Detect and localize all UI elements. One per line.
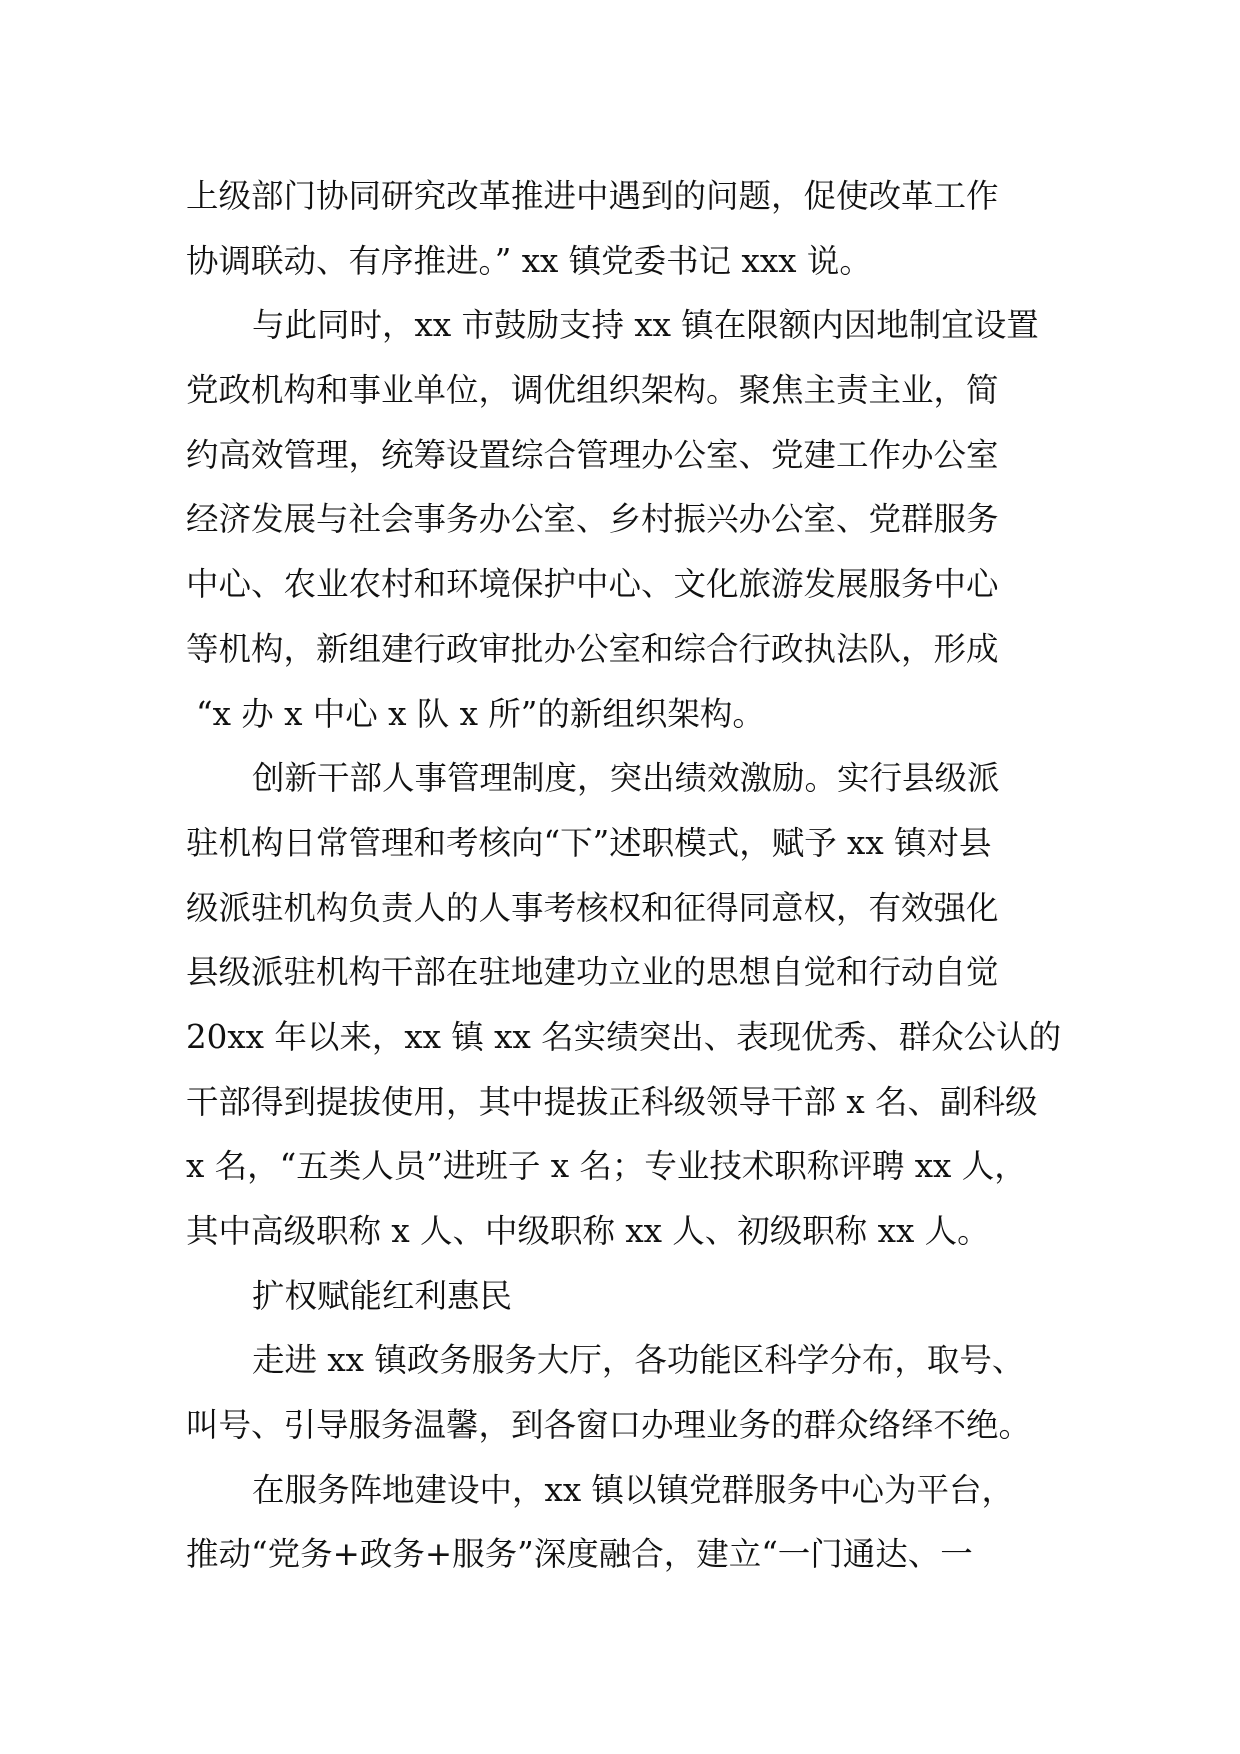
paragraph-start-line: 创新干部人事管理制度，突出绩效激励。实行县级派	[252, 759, 1000, 798]
text-line: 等机构，新组建行政审批办公室和综合行政执法队，形成	[186, 629, 999, 668]
text-line: 县级派驻机构干部在驻地建功立业的思想自觉和行动自觉	[186, 953, 999, 992]
text-line: 干部得到提拔使用，其中提拔正科级领导干部 x 名、副科级	[186, 1082, 1038, 1121]
text-line: 协调联动、有序推进。” xx 镇党委书记 xxx 说。	[186, 241, 872, 280]
text-line: 中心、农业农村和环境保护中心、文化旅游发展服务中心	[186, 565, 999, 604]
text-line: 党政机构和事业单位，调优组织架构。聚焦主责主业，简	[186, 371, 999, 410]
paragraph-start-line: 走进 xx 镇政务服务大厅，各功能区科学分布，取号、	[252, 1341, 1025, 1380]
text-line: 约高效管理，统筹设置综合管理办公室、党建工作办公室	[186, 435, 999, 474]
paragraph-start-line: 在服务阵地建设中，xx 镇以镇党群服务中心为平台，	[252, 1470, 1014, 1509]
text-line: x 名，“五类人员”进班子 x 名；专业技术职称评聘 xx 人，	[186, 1147, 1027, 1186]
text-line: 经济发展与社会事务办公室、乡村振兴办公室、党群服务	[186, 500, 999, 539]
text-line: 其中高级职称 x 人、中级职称 xx 人、初级职称 xx 人。	[186, 1212, 990, 1250]
document-body	[186, 164, 1086, 1587]
text-line: 推动“党务+政务+服务”深度融合，建立“一门通达、一	[186, 1535, 973, 1574]
paragraph-start-line: 与此同时，xx 市鼓励支持 xx 镇在限额内因地制宜设置	[252, 306, 1039, 345]
section-heading: 扩权赋能红利惠民	[252, 1276, 513, 1315]
text-line: 级派驻机构负责人的人事考核权和征得同意权，有效强化	[186, 888, 999, 927]
text-line: 20xx 年以来，xx 镇 xx 名实绩突出、表现优秀、群众公认的	[186, 1017, 1062, 1056]
text-line: 上级部门协同研究改革推进中遇到的问题，促使改革工作	[186, 177, 999, 215]
text-line: 驻机构日常管理和考核向“下”述职模式，赋予 xx 镇对县	[186, 823, 992, 862]
text-line: 叫号、引导服务温馨，到各窗口办理业务的群众络绎不绝。	[186, 1406, 1032, 1445]
text-line: “x 办 x 中心 x 队 x 所”的新组织架构。	[196, 694, 765, 733]
